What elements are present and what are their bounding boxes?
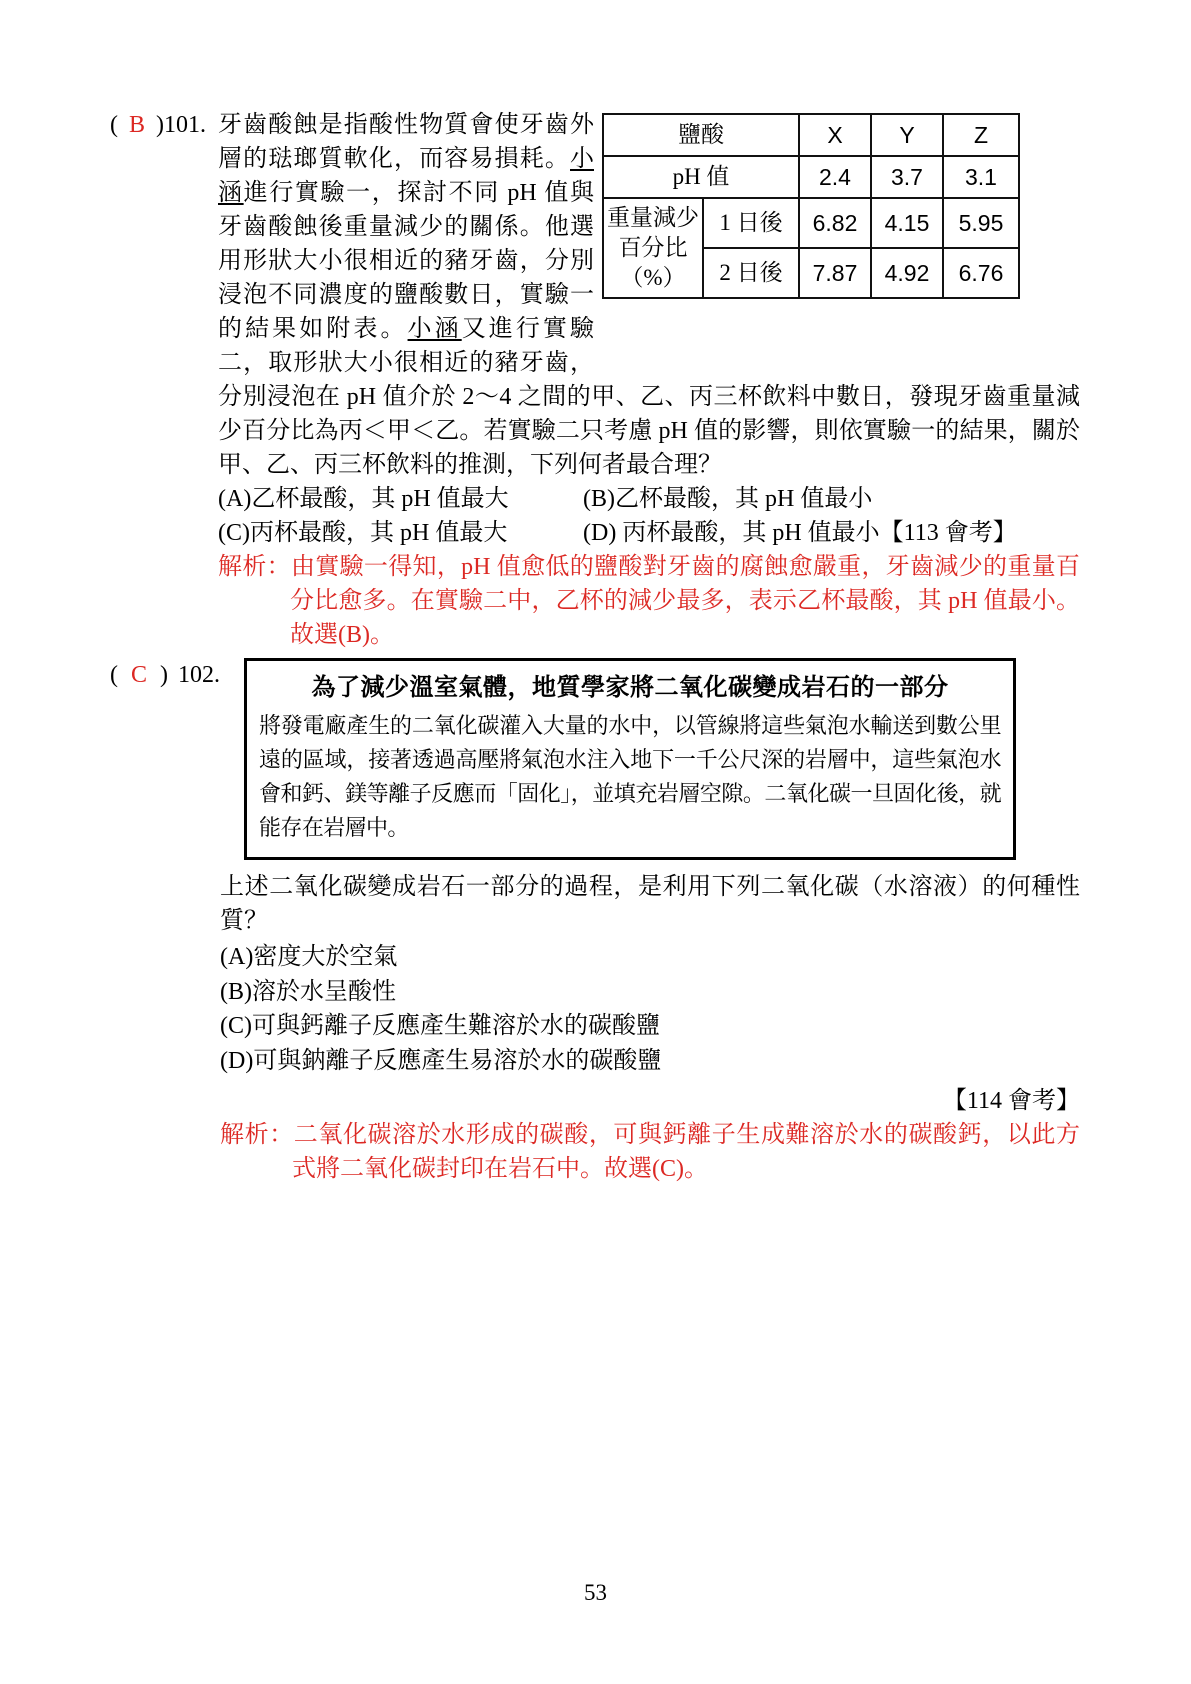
table-day1-x: 6.82 <box>799 198 871 248</box>
table-ph-x: 2.4 <box>799 156 871 198</box>
table-row <box>603 114 1019 156</box>
paren-open: ( <box>110 662 118 688</box>
question-number-102: 102. <box>178 662 221 688</box>
table-ph-label: pH 值 <box>603 156 799 198</box>
table-row <box>603 156 1019 198</box>
options-row-cd <box>218 516 1080 550</box>
page-number: 53 <box>584 1580 607 1605</box>
option-a-102: (A)密度大於空氣 <box>220 944 398 970</box>
question-101-body <box>218 108 1080 652</box>
experiment-table <box>602 113 1020 299</box>
analysis-102 <box>220 1118 1080 1186</box>
answer-marker-101 <box>110 108 218 142</box>
option-b-101: (B)乙杯最酸，其 pH 值最小 <box>583 486 873 512</box>
table-row <box>603 198 1019 248</box>
question-101 <box>110 108 1080 652</box>
answer-letter-102: C <box>131 662 148 688</box>
table-ph-z: 3.1 <box>943 156 1019 198</box>
table-col-y: Y <box>871 114 943 156</box>
analysis-text: 二氧化碳溶於水形成的碳酸，可與鈣離子生成難溶於水的碳酸鈣，以此方式將二氧化碳封印在岩石中。故選(C)。 <box>292 1122 1080 1182</box>
option-d-101: (D) 丙杯最酸，其 pH 值最小 <box>583 520 880 546</box>
table-acid-label: 鹽酸 <box>603 114 799 156</box>
table-ph-y: 3.7 <box>871 156 943 198</box>
question-102-body <box>220 658 1080 1186</box>
experiment-table-wrap <box>602 108 1018 350</box>
student-name: 小涵 <box>218 146 594 206</box>
analysis-label: 解析： <box>218 554 291 580</box>
question-102 <box>110 658 1080 1186</box>
reading-box-title: 為了減少溫室氣體，地質學家將二氧化碳變成岩石的一部分 <box>311 675 949 701</box>
student-name: 小涵 <box>407 316 462 342</box>
exam-source-tag-101: 【113 會考】 <box>879 520 1017 546</box>
table-day2-z: 6.76 <box>943 248 1019 298</box>
answer-letter-101: B <box>129 112 146 138</box>
exam-source-tag-102: 【114 會考】 <box>942 1088 1080 1114</box>
option-a-101: (A)乙杯最酸，其 pH 值最大 <box>218 486 509 512</box>
table-day2-y: 4.92 <box>871 248 943 298</box>
reading-box <box>244 658 1016 860</box>
analysis-text: 由實驗一得知，pH 值愈低的鹽酸對牙齒的腐蝕愈嚴重，牙齒減少的重量百分比愈多。在實驗二中，乙杯的減少最多，表示乙杯最酸，其 pH 值最小。故選(B)。 <box>290 554 1080 648</box>
option-d-102: (D)可與鈉離子反應產生易溶於水的碳酸鹽 <box>220 1047 662 1074</box>
text-segment-3: 又進行實驗二，取形狀大小很相近的豬牙齒，分別浸泡在 pH 值介於 2～4 之間的甲、乙、丙三杯飲料中數日，發現牙齒重量減少百分比為丙＜甲＜乙。若實驗二只考慮 pH 值的影響，則依實驗一的結果，關於甲、乙、丙三杯飲料的推測，下列何者最合理？ <box>218 316 1080 478</box>
option-c-101: (C)丙杯最酸，其 pH 值最大 <box>218 520 508 546</box>
option-c-102: (C)可與鈣離子反應產生難溶於水的碳酸鹽 <box>220 1013 661 1039</box>
options-list-102 <box>220 940 1080 1078</box>
table-col-x: X <box>799 114 871 156</box>
paren-open: ( <box>110 112 118 138</box>
paren-close: ) <box>160 662 169 688</box>
table-col-z: Z <box>943 114 1019 156</box>
answer-marker-102 <box>110 658 220 692</box>
table-day1-label: 1 日後 <box>703 198 799 248</box>
table-day2-label: 2 日後 <box>703 248 799 298</box>
table-day2-x: 7.87 <box>799 248 871 298</box>
option-b-102: (B)溶於水呈酸性 <box>220 978 397 1005</box>
paren-close: ) <box>156 112 165 138</box>
text-segment-2: 進行實驗一，探討不同 pH 值與牙齒酸蝕後重量減少的關係。他選用形狀大小很相近的豬牙齒，分別浸泡不同濃度的鹽酸數日，實驗一的結果如附表。 <box>218 180 594 342</box>
analysis-101 <box>218 550 1080 652</box>
table-weight-label: 重量減少百分比（%） <box>603 198 703 298</box>
question-number-101: 101. <box>164 112 207 138</box>
page-content <box>110 108 1080 1186</box>
question-102-text: 上述二氧化碳變成岩石一部分的過程，是利用下列二氧化碳（水溶液）的何種性質？ <box>220 874 1080 934</box>
reading-box-body: 將發電廠產生的二氧化碳灌入大量的水中，以管線將這些氣泡水輸送到數公里遠的區域，接著透過高壓將氣泡水注入地下一千公尺深的岩層中，這些氣泡水會和鈣、鎂等離子反應而「固化」，並填充岩層空隙。二氧化碳一旦固化後，就能存在岩層中。 <box>259 713 1002 840</box>
table-day1-z: 5.95 <box>943 198 1019 248</box>
analysis-label: 解析： <box>220 1122 294 1148</box>
options-row-ab <box>218 482 1080 516</box>
table-day1-y: 4.15 <box>871 198 943 248</box>
text-segment-1: 牙齒酸蝕是指酸性物質會使牙齒外層的琺瑯質軟化，而容易損耗。 <box>218 112 594 172</box>
